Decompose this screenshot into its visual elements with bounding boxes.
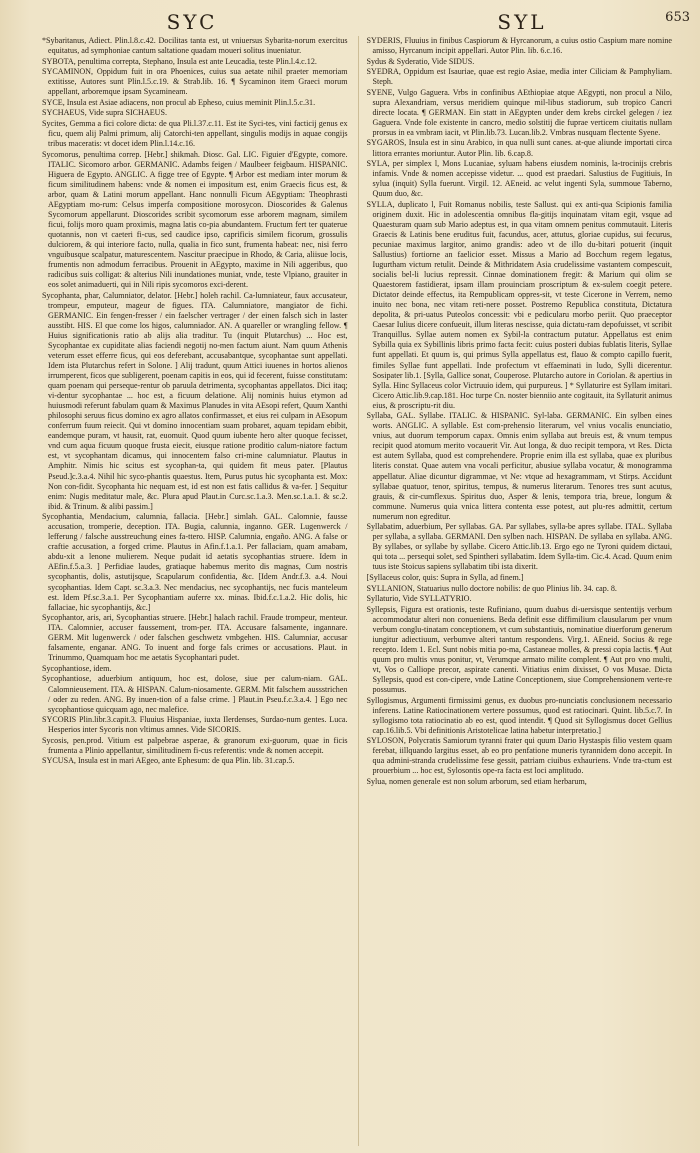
text-columns — [42, 36, 672, 1146]
dictionary-entry: Sycophantia, Mendacium, calumnia, fallacia. [Hebr.] simlah. GAL. Calomnie, fausse accusation, tromperie, deception. ITA. Bugia, calunnia, inganno. GER. Lugenwerck / lefferung / falsche ausstreuchung eines fa-ttero. HISP. Calumnia, engaño. ANG. A false or craftie accusation, a forged crime. Plautus in Afin.f.1.a.1. Per fallaciam, quam amabam, abdu-xit a lenone mulierem. Neque pudait id aetatis sycophantias struere. Idem in AEfin.f.5.a.3. ] Perfidiae laudes, gratiaque habemus merito dis magnas, Cum nostris sycophantis, dolis, astutijsque, Scapularum confidentia, &c. [Idem Andr.f.3. a.4. Noui sycophantias. Idem Capt. sc.3.a.3. Nec mendacius, nec sycophantijs, nec fucis manteleum est. Idem Pf.sc.3.a.1. Per Sycophantiam auferre xx. minas. Ibid.f.c.1.a.2. Hic dolis, hic fallaciae, hic sycophantijs, &c.] — [42, 512, 348, 612]
running-header — [42, 10, 690, 34]
dictionary-entry: Sycophantor, aris, ari, Sycophantias struere. [Hebr.] halach rachil. Fraude trompeur, menteur. ITA. Calomnier, accuser faussement, trom-per. ITA. Accusare falsamente, ingannare. GERM. Mit lugenwerck / oder falschen geschwetz vmbgehen. HIS. Calumniar, accusar falsamente, enganar. ANG. To inuent and forge fals crimes or accusations. Plaut. in Trinummo, Quamquam hoc me aetatis Sycophantari pudet. — [42, 613, 348, 663]
dictionary-entry: Sydus & Syderatio, Vide SIDUS. — [366, 56, 475, 66]
dictionary-entry: SYLA, per simplex l, Mons Lucaniae, syluam habens eiusdem nominis, la-trocinijs crebris infamis. Vnde & nomen accepisse videtur. ... quod est praedari. Salustius de Fugitiuis, In sylua (inquit) Sylla fuerunt. Virgil. 12. AEneid. ac velut ingenti Syla, summoue Taberno, Quum duo, &c. — [366, 159, 672, 199]
dictionary-entry: SYLLA, duplicato l, Fuit Romanus nobilis, teste Sallust. qui ex anti-qua Scipionis familia originem duxit. Hic in adolescentia omnibus fla-gitijs inquinatam vitam egit, vsque ad Quaesturam quam sub Mario adeptus est, in qua vitam omnem penitus commutauit. Literis Graecis & Latinis bene eruditus fuit, facundus, acer, attutus, gloriae cupidus, sui fecurus, pecuniae maximus largitor, animo grandis: adeo vt de illo du-bitari potuerit (inquit Sallustius) fortiorne an faelicior esset. Missus a Mario ad Bocchum regem legatus, Iugurtham victum retulit. Deinde & Mithridatem Asia crudelissime vastantem compescuit, socialis bel-li lucius repressit. Cinnae dominationem fregit: & Marium qui olim se Quaestorem fastidierat, ipsam illam prouinciam proscriptum & ex-sulem coegit petere. Dictator deinde effectus, ita Rempublicam oppres-sit, vt teste Cicerone in Verrem, nemo inuito nec bona, nec vitam reti-nere posset. Postremo Republica constituta, Dictatura depolita, & pri-uatus Puteolos concessit: vbi e pedicularu morbo periit. Quo praeceptor Caesar Iulius dicere confueuit, illum literas nescisse, quia dictatu-ram depofuisset, vt scribit Tranquillus. Syllae autem nomen ex Sybil-la contractum putatur. Appellatus est enim Sybilla quia ex Sybillinis libris primo facta fecit: cuius posteri dubias fublatis literis, Syllae funt appellati. Et quum is, qui primus Sylla appellatus est, flauo & compto capillo fuerit, fimiles Syllae funt appellati. Inde profectum vt effaeminati in ludo, Sylli dicerentur. Sosipater lib.1. [Sylla, Gallice sonat, Couperose. Plutarcho autore in Coriolan. & apertius in Sylla. Hinc Syllaceus color Victruuio idem, qui purpureus. ] * Syllaturire est Syllam imitari. Cicero Attic.lib.9.cap.181. Hoc turpe Cn. noster bienniio ante cogitauit, ita Syllaturit animus eius, & proscriptu-rit diu. — [366, 199, 672, 410]
dictionary-entry: Sycophantiose, idem. — [42, 663, 112, 673]
dictionary-entry: SYLOSON, Polycratis Samiorum tyranni frater qui quum Dario Hystaspis filio vestem quam ferebat, iillquando largitus esset, ab eo pro penfatione muneris tyrannidem dono accepit. In qua admini-stranda crudelissime fese gessit, patriam ciuibus exhauriens. Vnde tra-ctum est prouerbium ... hoc est, Sylosontis ope-ra facta est loci amplitudo. — [366, 736, 672, 776]
dictionary-entry: Syllaba, GAL. Syllabe. ITALIC. & HISPANIC. Syl-laba. GERMANIC. Ein sylben eines worts. ANGLIC. A syllable. Est com-prehensio literarum, vel vnius vocalis enunciatio, vnius, aut duorum temporum capax. Omnis enim syllaba aut breuis est, & vnum tempus recipit quod atomum merito vocauerit Vir. Aut longa, & duo recipit tempora, vt Res. Dicta est autem Syllaba, quod est comprehendere. Proprie enim illa est syllaba, quae ex pluribus literis constat. Quae autem vna vocali perficitur, abusiue syllaba vocatur, & monogramma appellatur. Aliae dicuntur digrammae, vt Ne: vtque ad hexagrammam, vt Stirps. Accidunt syllabae quatuor, tenor, spiritus, tempus, & numerus literarum. Tenores tres sunt acutus, grauis, & cir-cumflexus. Spiritus duo, Asper & lenis, tempora tria, breue, longum & commune. Numerus quia vnica littera contenta esse potest, aut plu-res admittit, certum numerum non egreditur. — [366, 411, 672, 521]
dictionary-entry: Sycomorus, penultima correp. [Hebr.] shikmah. Diosc. Gal. LIC. Figuier d'Egypte, comore. ITALIC. Sicomoro arbor. GERMANIC. Adambs feigen / Maulbeer feigbaum. HISPANIC. Higuera de Egypto. ANGLIC. A figge tree of Egypte. ¶ Arbor est mediam inter morum & ficum similitudinem habens: vnde & nomen ei impositum est, enim Graecis ficus est, & arbor, quam & Latini morum appellant. Hanc nonnulli Ficum AEgyptiam: Theophrasti AEgyptiam mo-rum: Celsus imperfa compositione morosycon. Dioscorides & Galenus Sycomorum appellarunt. Dioscorides scribit sycomorum esse arborem magnam, similem ficui, folijs moro quam proximis, magna latis co-pia abundantem. Fructum fert ter quaterue quotannis, non vt caeteri fi-cus, sed caudice ipso, caprificis similem ficorum, grossulis dulciorem, & qui interiore facto, nulla, qualia in fico sunt, frumenta habeat: nec, nisi ferro vnguibusque scalpatur, maturescentem. Nascitur praecipue in Rhodo, & Caria, aliisue locis, frumentis non admodum ferracibus. Prouenit in AEgypto, maxime in Nili aggeribus, quo radicibus suis colligat: & alterius Nili inundationes muniat, vnde, teste Vlpiano, grauiter in eos solet animaduerti, qui in Nili ripis sycomoros exci-derent. — [42, 149, 348, 290]
dictionary-entry: SYEDRA, Oppidum est Isauriae, quae est regio Asiae, media inter Ciliciam & Pamphyliam. Steph. — [366, 67, 672, 87]
page-number: 653 — [665, 10, 690, 25]
dictionary-entry: Syllaturio, Vide SYLLATYRIO. — [366, 594, 472, 604]
dictionary-entry: *Sybaritanus, Adiect. Plin.l.8.c.42. Docilitas tanta est, ut vniuersus Sybarita-norum exercitus equitatus, ad symphoniae cantum saltatione quadam moueri solitus inueniatur. — [42, 36, 348, 56]
dictionary-entry: SYGAROS, Insula est in sinu Arabico, in qua nulli sunt canes. at-que aliunde importati circa littora errantes moriuntur. Autor Plin. lib. 6.cap.8. — [366, 138, 672, 158]
left-column — [42, 36, 348, 1146]
dictionary-entry: Sylua, nomen generale est non solum arborum, sed etiam herbarum, — [366, 776, 587, 786]
left-running-title: SYC — [166, 10, 218, 34]
dictionary-entry: SYENE, Vulgo Gaguera. Vrbs in confinibus AEthiopiae atque AEgypti, non procul a Nilo, supra Alexandriam, versus meridiem quinque mil-libus stadiorum, sub tropico Cancri directe locata. ¶ GERMAN. Ein statt in AEgypten under dem krebs circkel gelegen / iez Gaguera. Vnde fole existente in cancro, medio solstitij die fuprae verticem ciuitatis nullam prorsus in ea vmbram iacit, vt Plin.lib.73. Lucan.lib.2. Vmbras nusquam flectente Syene. — [366, 87, 672, 137]
dictionary-entry: SYLLANION, Statuarius nullo doctore nobilis: de quo Plinius lib. 34. cap. 8. — [366, 583, 617, 593]
dictionary-entry: Syllabatim, aduerbium, Per syllabas. GA. Par syllabes, sylla-be apres syllabe. ITAL. Syllaba per syllaba, a syllaba. GERMANI. Den sylben nach. HISPAN. De syllaba en syllaba. ANG. By syllabes, or syllabe by syllabe. Cicero Attic.lib.13. Ergo ego ne Tyroni quidem dictaui, qui tota ... persequi solet, sed Spintheri syllabatim. Idem Sylla-tim. Cic.4. Acad. Quum enim tuus iste Stoicus sapiens syllabatim tibi ista dixerit. — [366, 522, 672, 572]
right-running-title-wrap — [372, 10, 690, 34]
right-running-title: SYL — [497, 10, 547, 34]
dictionary-entry: Sycophantiose, aduerbium antiquum, hoc est, dolose, siue per calum-niam. GAL. Calomnieusement. ITA. & HISPAN. Calum-niosamente. GERM. Mit falschem aussstrichen / oder zu reden. ANG. By inuen-tion of a false crime. ] Plaut.in Pseu.f.c.3.a.4. ] Ego nec sycophantiose quicquam ago, nec malefice. — [42, 674, 348, 714]
dictionary-entry: SYCE, Insula est Asiae adiacens, non procul ab Epheso, cuius meminit Plin.l.5.c.31. — [42, 97, 316, 107]
dictionary-entry: SYCORIS Plin.libr.3.capit.3. Fluuius Hispaniae, iuxta Ilerdenses, Surdao-num gentes. Luca. Hesperios inter Sycoris non vltimus amnes. Vide SICORIS. — [42, 715, 348, 735]
dictionary-entry: SYCAMINON, Oppidum fuit in ora Phoenices, cuius sua aetate nihil praeter memoriam extitisse, Autores sunt Plin.l.5.c.19. & Strab.lib. 16. ¶ Sycaminon item Graeci morum appellant, arboremque ipsam Sycamineam. — [42, 67, 348, 97]
dictionary-entry: SYBOTA, penultima correpta, Stephano, Insula est ante Leucadia, teste Plin.l.4.c.12. — [42, 56, 317, 66]
dictionary-entry: SYDERIS, Fluuius in finibus Caspiorum & Hyrcanorum, a cuius ostio Caspium mare nomine amisso, Hyrcanum incipit appellari. Autor Plin. lib. 6.c.16. — [366, 36, 672, 56]
dictionary-entry: Sycosis, pen.prod. Vitium est palpebrae asperae, & granorum exi-guorum, quae in ficis frumenta a Plinio appellantur, similitudinem fi-cus referentis: vnde & nomen accepit. — [42, 735, 348, 755]
dictionary-entry: Sycites, Gemma a fici colore dicta: de qua Pli.l.37.c.11. Est ite Syci-tes, vini facticij genus ex ficu, quem alij Palmi primum, alij Catorchi-ten appellant, singulis modijs in aquae congijs tribus maceratis: vt docet idem Plin.l.14.c.16. — [42, 118, 348, 148]
dictionary-entry: SYCUSA, Insula est in mari AEgeo, ante Ephesum: de qua Plin. lib. 31.cap.5. — [42, 756, 295, 766]
dictionary-entry: Syllogismus, Argumenti firmissimi genus, ex duobus pro-nunciatis conclusionem necessario inferens. Latine Ratiocinationem vertere possumus, quod est ratiocinari. Quint. lib.5.c.7. In syllogismo tota ratiocinatio ab eo est, quod intendit. ¶ Quod sit Syllogismus docet Gellius cap.16.lib.5. Vbi definitionis Aristotelicae latina habetur interpretatio.] — [366, 695, 672, 735]
dictionary-entry: Syllepsis, Figura est orationis, teste Rufiniano, quum duabus di-uersisque sententijs verbum accommodatur alteri non conueniens. Beda definit esse diffimilium clausularum per vnum verbum conglu-tinatam conceptionem, vt cum substantiuis, nominatiue diuerforum generum iungitur adiectiuum, verbumve alteri tantum respondens. Virg.1. AEneid. Socius & rege recepto. Idem 1. Ecl. Sunt nobis mitia po-ma, Castaneae molles, & pressi copia lactis. ¶ Aut quum pro multis vnus ponitur, vt, Verumque armato milite complent. ¶ Aut pro vno multi, vt, Vos o Calliope precor, aspirate canenti. Vitiatius enim dixisset, O vos Musae. Dicta Syllepsis, quod est con-cipere, vnde Latine Conceptionem, siue Comprehensionem verte-re possumus. — [366, 604, 672, 694]
dictionary-entry: SYCHAEUS, Vide supra SICHAEUS. — [42, 108, 168, 118]
right-column — [358, 36, 673, 1146]
dictionary-entry: [Syllaceus color, quis: Supra in Sylla, ad finem.] — [366, 572, 524, 582]
dictionary-entry: Sycophanta, phar, Calumniator, delator. [Hebr.] holeh rachil. Ca-lumniateur, faux accusateur, trompeur, emputeur, mageur de figues. ITA. Calumniatore, mangiator de fichi. GERMANIC. Ein fengen-fresser / ein faelscher vertrager / der einen falsch sich in laster ausstibt. HIS. El que come los higos, calumniador. AN. A quareller or wrangling fellow. ¶ Huius significationis ratio ab alijs alia traditur. Tu (inquit Plutarchus) ... Hoc est, Sycophantae ex cupiditate alias faciendi negotij no-men factum aiunt. Nam quum Athenis veterum esset efferre ficus, qui eos deferebant, accusabantque, sycophantae sunt appellati. Idem ista Plutarchus refert in Solone. ] Alij tradunt, quum Attici iuuenes in hortos alienos irrumperent, ficos que subligerent, poenam capitis in eos, qui id fecerent, fuisse constitutam: quam poenam qui perseque-rentur ob paruula detrimenta, sycophantas appellatos. Dici itaq; vi-dentur sycophantae ... hoc est, a ficuum delatione. Alij nominis huius etymon ad huiusmodi referunt fabulam quam & Maximus Planudes in vita AEsopi refert, Quum Xanthi philosophi seruus ficus domino ex agro allatos confirmasset, et eius rei culpam in AEsopum conferrum fuum reiecit. Qui vt domino innocentiam suam probaret, aquam tepidam ebibit, eandemque puram, vt hausit, rat, euomuit. Quod quum iubente hero alter quoque fecisset, vnd cum aqua ficuum quoque frusta eiecit, eiusque ratione proditio calum-niatore factum est, vt sycophantam dicamus, qui innocentem falso cri-mine calumniatur. Plautus in Amphitr. Nimis hic scitus est sycophan-ta, qui quidem fit meus pater. [Plautus Pseud.]c.3.a.4. Nihil hic syco-phantis quaestus. Item, Purus putus hic sycophanta est. Mox: Non con-fidit. Sycophanta hic nequam est, id est non est fatis callidus & va-fer. ] Sequitur enim: Nugis meditatur male, &c. Plura apud Plaut.in Curc.sc.1.a.3. Men.sc.1.a.1. & sc.2. ibid. & Trinum. & alibi passim.] — [42, 290, 348, 511]
